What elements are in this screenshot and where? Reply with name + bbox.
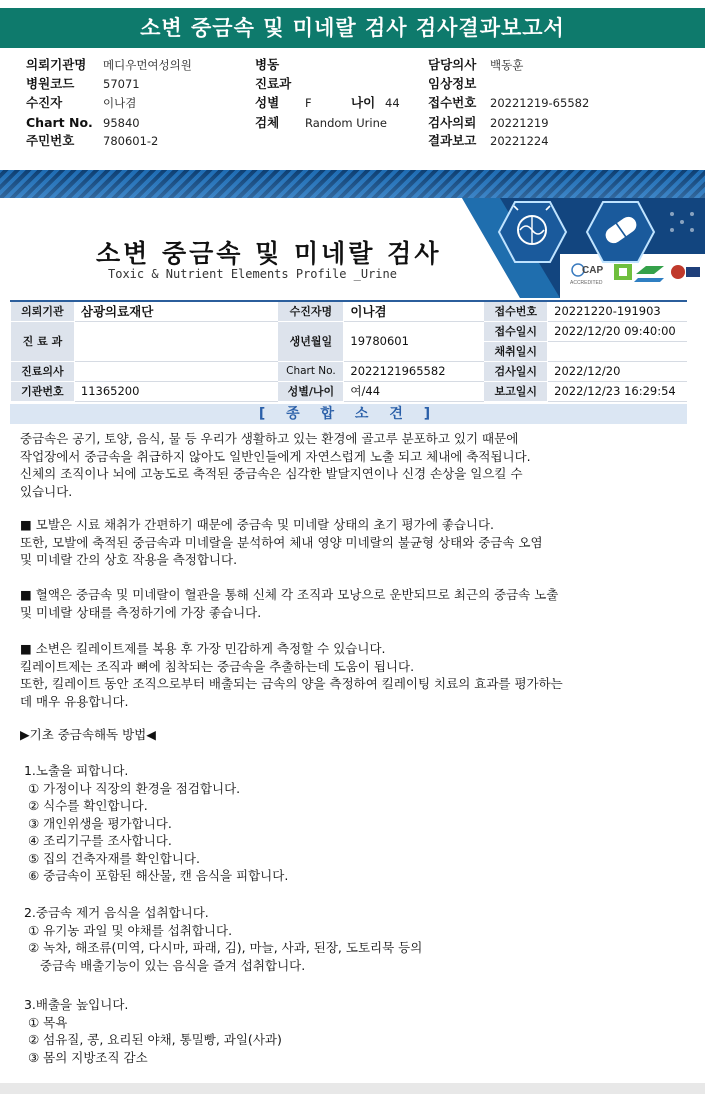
text-line: 중금속 배출기능이 있는 음식을 즐겨 섭취합니다.: [20, 957, 306, 973]
field-value: 이나겸: [103, 96, 137, 110]
value-cell: 이나겸: [344, 301, 484, 321]
value-cell: 19780601: [344, 321, 484, 361]
text-line: 또한, 모발에 축적된 중금속과 미네랄을 분석하여 체내 영양 미네랄의 불균형 상태와 중금속 오염: [20, 534, 543, 550]
field-value: 95840: [103, 116, 140, 130]
text-line: ■ 소변은 킬레이트제를 복용 후 가장 민감하게 측정할 수 있습니다.: [20, 641, 386, 656]
text-line: 신체의 조직이나 뇌에 고농도로 축적된 중금속은 심각한 발달지연이나 신경 손상을 일으킬 수: [20, 466, 523, 481]
banner-title: 소변 중금속 및 미네랄 검사: [96, 239, 442, 268]
summary-paragraph: [20, 904, 422, 974]
label-cell: 기관번호: [11, 381, 75, 401]
field-label: 병동: [255, 57, 280, 72]
table-row: [11, 381, 687, 401]
field-label: 접수번호: [428, 95, 477, 110]
summary-paragraph: [20, 640, 563, 710]
text-line: ⑥ 중금속이 포함된 해산물, 캔 음식을 피합니다.: [20, 868, 289, 883]
text-line: 킬레이트제는 조직과 뼈에 침착되는 중금속을 추출하는데 도움이 됩니다.: [20, 658, 415, 674]
value-cell: 2022/12/20: [548, 361, 687, 381]
table-row: [11, 321, 687, 341]
text-line: 중금속은 공기, 토양, 음식, 물 등 우리가 생활하고 있는 환경에 골고루 분포하고 있기 때문에: [20, 431, 519, 446]
value-cell: 20221220-191903: [548, 301, 687, 321]
summary-paragraph: [20, 586, 558, 621]
summary-heading: [ 종 합 소 견 ]: [10, 404, 687, 424]
field-value: F: [305, 96, 312, 110]
text-line: 3.배출을 높입니다.: [20, 997, 129, 1012]
field-value: 20221219: [490, 116, 549, 130]
value-cell: [74, 361, 278, 381]
text-line: ③ 개인위생을 평가합니다.: [20, 815, 172, 831]
text-line: 작업장에서 중금속을 취급하지 않아도 일반인들에게 자연스럽게 노출 되고 체내에 축적됩니다.: [20, 448, 531, 464]
field-value: 57071: [103, 77, 140, 91]
summary-paragraph: [20, 762, 288, 885]
label-cell: 보고일시: [484, 381, 548, 401]
table-row: [11, 301, 687, 321]
label-cell: 성별/나이: [278, 381, 344, 401]
text-line: ② 섬유질, 콩, 요리된 야채, 통밀빵, 과일(사과): [20, 1032, 282, 1047]
field-value: 메디우먼여성의원: [103, 58, 192, 72]
field-label: Chart No.: [26, 115, 93, 130]
text-line: 있습니다.: [20, 483, 73, 499]
text-line: 2.중금속 제거 음식을 섭취합니다.: [20, 905, 209, 920]
text-line: 데 매우 유용합니다.: [20, 693, 129, 709]
text-line: ⑤ 집의 건축자재를 확인합니다.: [20, 850, 200, 866]
field-label: 의뢰기관명: [26, 57, 87, 72]
value-cell: 11365200: [74, 381, 278, 401]
label-cell: 채취일시: [484, 341, 548, 361]
accreditation-logo: [614, 264, 632, 280]
patient-info-table: [10, 300, 687, 402]
summary-paragraph: [20, 430, 531, 500]
report-banner: [0, 170, 705, 298]
summary-paragraph: [20, 996, 282, 1066]
text-line: ② 식수를 확인합니다.: [20, 798, 148, 813]
field-label: 진료과: [255, 76, 292, 91]
banner-subtitle: Toxic & Nutrient Elements Profile _Urine: [108, 267, 397, 281]
value-cell: 여/44: [344, 381, 484, 401]
field-label: 담당의사: [428, 57, 477, 72]
summary-paragraph: [20, 516, 543, 569]
value-cell: 2022/12/20 09:40:00: [548, 321, 687, 341]
label-cell: 생년월일: [278, 321, 344, 361]
value-cell: 2022/12/23 16:29:54: [548, 381, 687, 401]
value-cell: [548, 341, 687, 361]
report-title: 소변 중금속 및 미네랄 검사 검사결과보고서: [0, 8, 705, 48]
field-label: 결과보고: [428, 133, 477, 148]
text-line: ■ 혈액은 중금속 및 미네랄이 혈관을 통해 신체 각 조직과 모낭으로 운반되므로 최근의 중금속 노출: [20, 587, 559, 602]
field-label: 병원코드: [26, 76, 75, 91]
label-cell: 접수일시: [484, 321, 548, 341]
text-line: 또한, 킬레이트 동안 조직으로부터 배출되는 금속의 양을 측정하여 킬레이팅 치료의 효과를 평가하는: [20, 676, 563, 691]
text-line: ③ 몸의 지방조직 감소: [20, 1049, 148, 1065]
text-line: ■ 모발은 시료 채취가 간편하기 때문에 중금속 및 미네랄 상태의 초기 평가에 좋습니다.: [20, 517, 495, 532]
field-label: 검사의뢰: [428, 115, 477, 130]
label-cell: 접수번호: [484, 301, 548, 321]
field-label: 수진자: [26, 95, 63, 110]
text-line: ① 목욕: [20, 1014, 68, 1030]
field-label: 임상정보: [428, 76, 477, 91]
text-line: ① 유기농 과일 및 야채를 섭취합니다.: [20, 922, 233, 938]
value-cell: [74, 321, 278, 361]
field-label: 성별: [255, 95, 280, 110]
text-line: ▶기초 중금속해독 방법◀: [20, 727, 156, 742]
text-line: ② 녹차, 해조류(미역, 다시마, 파래, 김), 마늘, 사과, 된장, 도토리묵 등의: [20, 940, 423, 955]
field-value: 780601-2: [103, 134, 159, 148]
text-line: 및 미네랄 간의 상호 작용을 측정합니다.: [20, 552, 238, 567]
field-value: 20221219-65582: [490, 96, 590, 110]
text-line: ④ 조리기구를 조사합니다.: [20, 833, 172, 848]
field-value: 20221224: [490, 134, 549, 148]
label-cell: 검사일시: [484, 361, 548, 381]
field-value: 44: [385, 96, 400, 110]
field-label: 검체: [255, 115, 280, 130]
text-line: 1.노출을 피합니다.: [20, 763, 129, 778]
svg-text:CAP: CAP: [582, 265, 604, 276]
label-cell: 진 료 과: [11, 321, 75, 361]
value-cell: 2022121965582: [344, 361, 484, 381]
field-label: 주민번호: [26, 133, 75, 148]
page-bottom-strip: [0, 1083, 705, 1094]
label-cell: Chart No.: [278, 361, 344, 381]
label-cell: 의뢰기관: [11, 301, 75, 321]
field-label: 나이: [351, 95, 376, 110]
text-line: 및 미네랄 상태를 측정하기에 가장 좋습니다.: [20, 604, 262, 620]
label-cell: 수진자명: [278, 301, 344, 321]
value-cell: 삼광의료재단: [74, 301, 278, 321]
label-cell: 진료의사: [11, 361, 75, 381]
field-value: Random Urine: [305, 116, 387, 130]
table-row: [11, 361, 687, 381]
field-value: 백동훈: [490, 58, 524, 72]
text-line: ① 가정이나 직장의 환경을 점검합니다.: [20, 780, 241, 796]
svg-text:ACCREDITED: ACCREDITED: [570, 280, 603, 286]
summary-paragraph: [20, 726, 156, 744]
